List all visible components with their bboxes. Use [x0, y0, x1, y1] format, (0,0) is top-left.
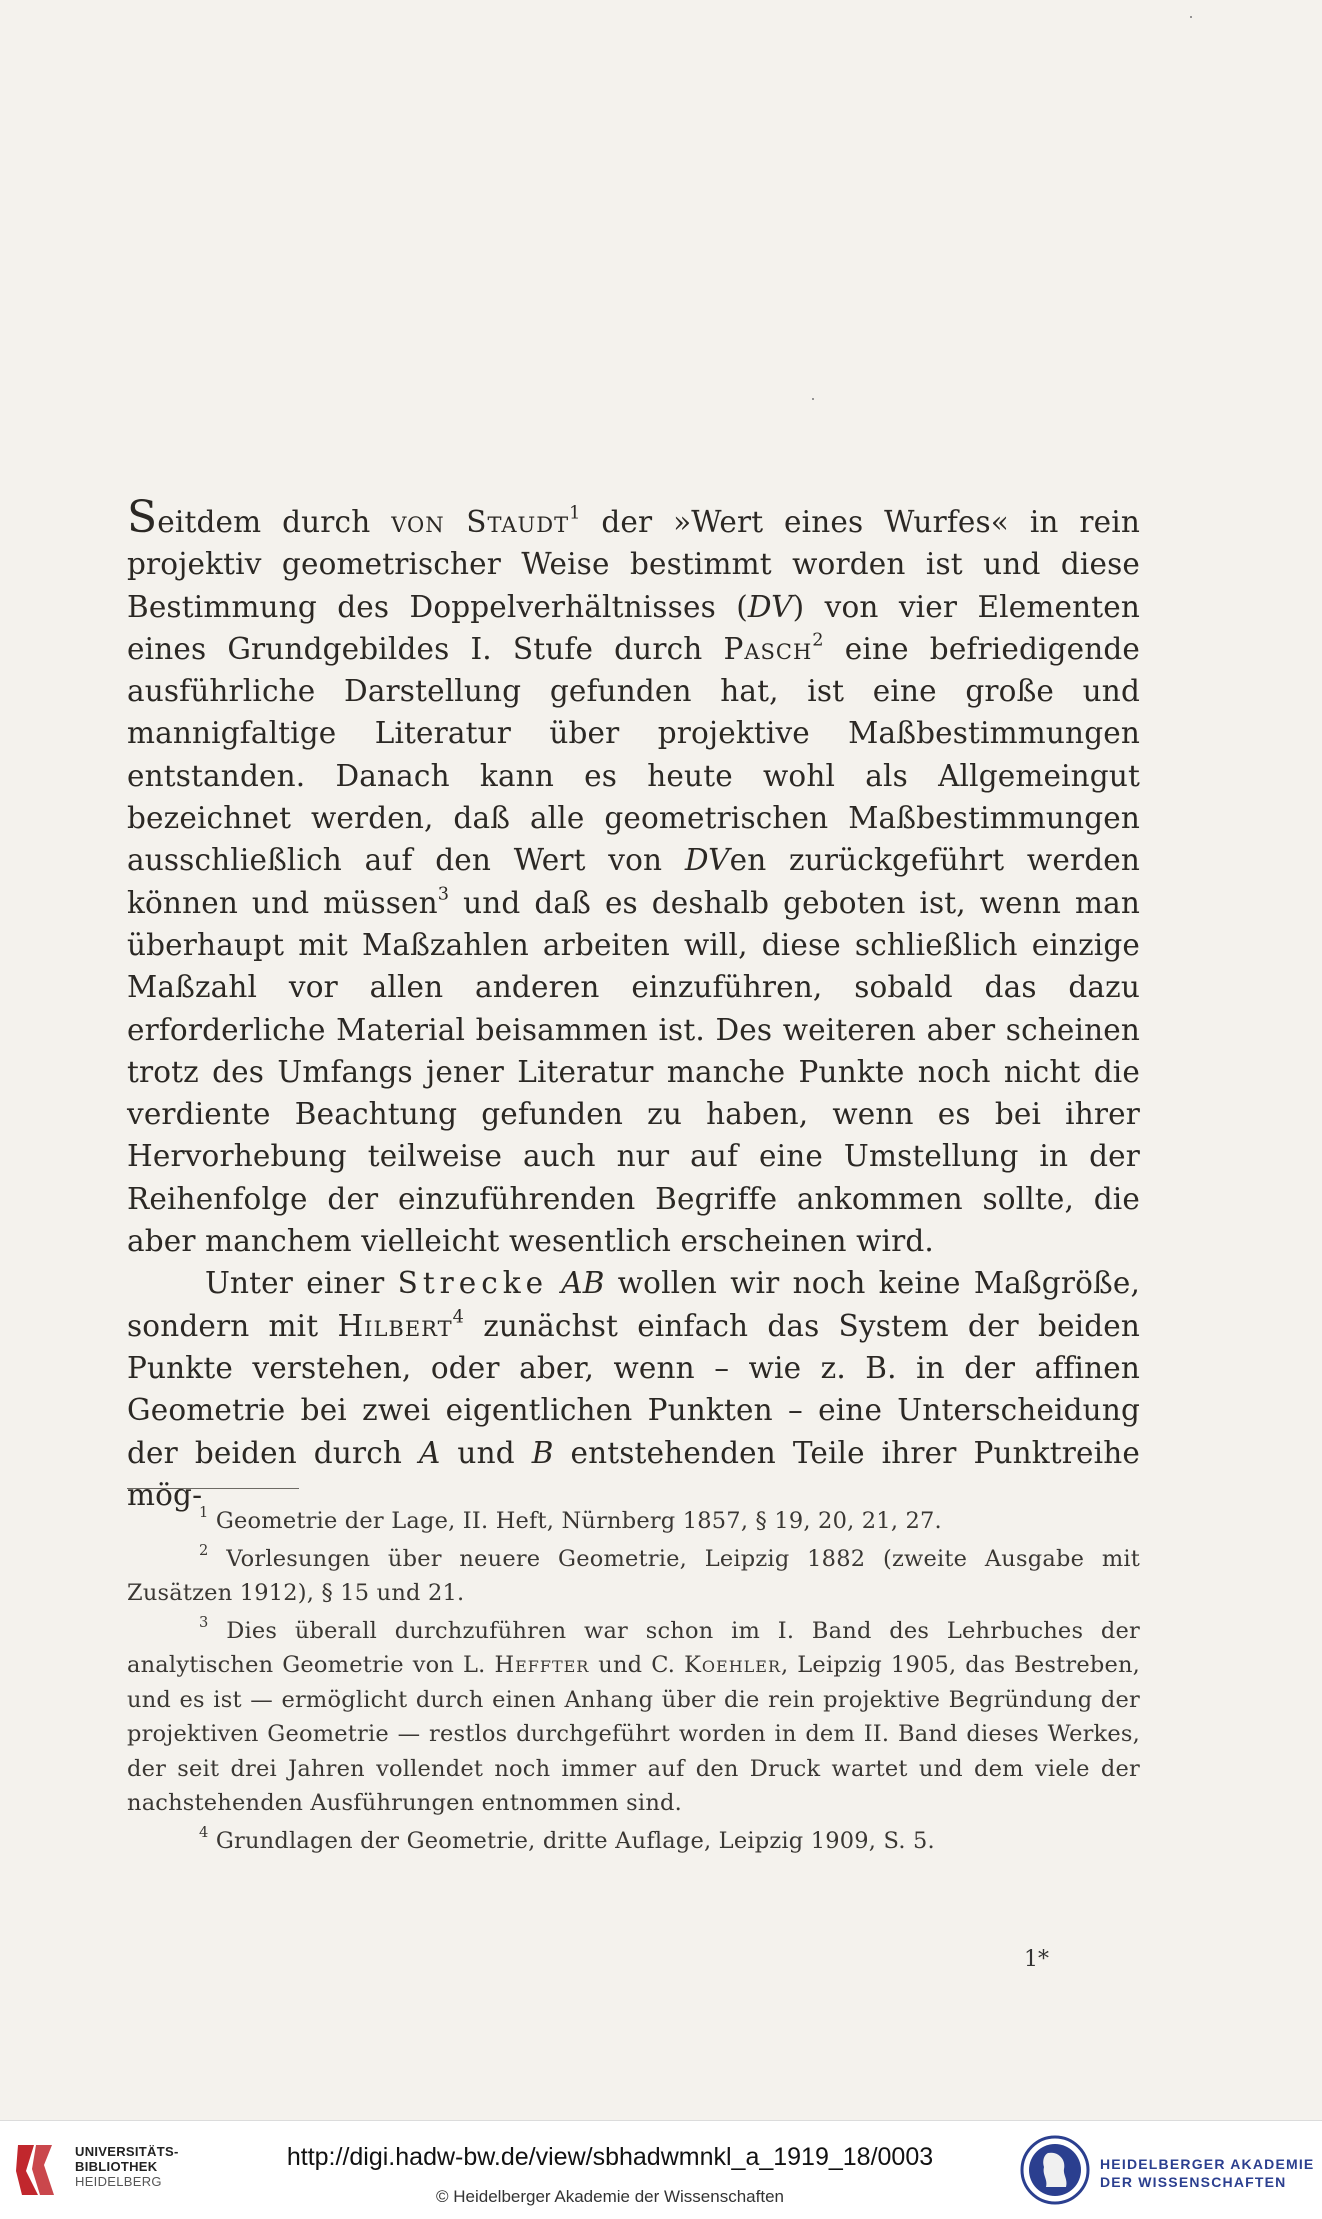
- text-run: entstehenden Teile ihrer Punktreihe mög-: [127, 1435, 1141, 1512]
- spaced-term: Strecke: [397, 1266, 549, 1301]
- text-run: en zurückgeführt werden können und müssen: [127, 843, 1140, 920]
- copyright-notice: © Heidelberger Akademie der Wissenschaften: [436, 2187, 784, 2206]
- math-term: B: [531, 1435, 554, 1470]
- paragraph-2: [127, 1262, 1140, 1516]
- footnote-number: 2: [199, 1541, 209, 1559]
- footnote-ref: 4: [452, 1307, 465, 1328]
- footnote-text: , Leipzig 1905, das Bestreben, und es ist — ermöglicht durch einen Anhang über die rein projektive Begründung der projektiven Geometrie — restlos durchgeführt worden in dem II. Band dieses Werkes, der seit drei Jahren vollendet noch immer auf den Druck wartet und dem viele der nachstehenden Ausführungen entnommen sind.: [127, 1652, 1141, 1816]
- author-name: Hilbert: [337, 1308, 453, 1343]
- math-term: A: [419, 1435, 441, 1470]
- viewer-footer: [0, 2120, 1322, 2219]
- text-run: und daß es deshalb geboten ist, wenn man überhaupt mit Maßzahlen arbeiten will, diese schließlich einzige Maßzahl vor allen anderen einzuführen, sobald das dazu erforderliche Material beisammen ist. Des weiteren aber scheinen trotz des Umfangs jener Literatur manche Punkte noch nicht die verdiente Beachtung gefunden zu haben, wenn es bei ihrer Hervorhebung teilweise auch nur auf eine Umstellung in der Reihenfolge der einzuführenden Begriffe ankommen sollte, die aber manchem vielleicht wesentlich erscheinen wird.: [127, 885, 1140, 1259]
- scan-speck: [1190, 16, 1192, 18]
- footnote-ref: 2: [812, 630, 824, 651]
- university-library-logo-icon: [14, 2141, 56, 2199]
- text-run: ) von vier Elementen eines Grundgebildes I. Stufe durch: [127, 589, 1140, 666]
- footnote-text: Geometrie der Lage, II. Heft, Nürnberg 1857, § 19, 20, 21, 27.: [215, 1508, 942, 1534]
- permalink-url[interactable]: http://digi.hadw-bw.de/view/sbhadwmnkl_a_1919_18/0003: [286, 2143, 934, 2171]
- footnote-number: 4: [199, 1823, 209, 1841]
- footnote-text: Dies überall durchzuführen war schon im I. Band des Lehrbuches der analytischen Geometrie von L.: [127, 1617, 1140, 1678]
- math-term: DV: [684, 843, 730, 878]
- library-name: [75, 2144, 179, 2189]
- library-name-line: BIBLIOTHEK: [75, 2159, 158, 2174]
- text-run: Unter einer: [205, 1266, 398, 1301]
- footnote-ref: 3: [437, 884, 450, 905]
- library-name-line: HEIDELBERG: [75, 2174, 162, 2189]
- math-term: DV: [747, 589, 793, 624]
- text-run: eitdem durch: [157, 505, 392, 539]
- academy-name-line: DER WISSENSCHAFTEN: [1100, 2174, 1287, 2190]
- footnote-number: 1: [199, 1504, 209, 1522]
- drop-cap: S: [127, 492, 158, 543]
- footnote-3: [127, 1614, 1140, 1821]
- footnote-text: und C.: [589, 1652, 685, 1678]
- text-run: der »Wert eines Wurfes« in rein projektiv geometrischer Weise bestimmt worden ist und diese Bestimmung des Doppelverhältnisses (: [127, 505, 1141, 624]
- footnote-separator: [127, 1488, 299, 1489]
- footnote-text: Vorlesungen über neuere Geometrie, Leipzig 1882 (zweite Ausgabe mit Zusätzen 1912), § 15 und 21.: [127, 1545, 1140, 1606]
- author-name: Heffter: [494, 1652, 590, 1678]
- paragraph-1: [127, 492, 1141, 1262]
- footnote-2: [127, 1542, 1140, 1611]
- academy-name: [1100, 2155, 1314, 2191]
- author-name: Koehler: [684, 1652, 782, 1678]
- text-run: und: [440, 1435, 532, 1470]
- footnote-ref: 1: [569, 503, 581, 524]
- text-run: eine befriedigende ausführliche Darstellung gefunden hat, ist eine große und mannigfaltige Literatur über projektive Maßbestimmungen entstanden. Danach kann es heute wohl als Allgemeingut bezeichnet werden, daß alle geometrischen Maßbestimmungen ausschließlich auf den Wert von: [127, 631, 1140, 878]
- footnote-text: Grundlagen der Geometrie, dritte Auflage, Leipzig 1909, S. 5.: [215, 1827, 935, 1854]
- footnotes: [127, 1504, 1140, 1861]
- math-term: AB: [561, 1266, 605, 1301]
- footnote-number: 3: [199, 1613, 209, 1631]
- scan-speck: [812, 398, 814, 400]
- text-run: wollen wir noch keine Maßgröße, sondern mit: [127, 1266, 1140, 1343]
- library-name-line: UNIVERSITÄTS-: [75, 2144, 179, 2159]
- academy-name-line: HEIDELBERGER AKADEMIE: [1100, 2156, 1315, 2172]
- text-run: [548, 1266, 561, 1300]
- academy-seal-icon: [1020, 2135, 1090, 2205]
- footnote-4: [127, 1824, 1140, 1859]
- author-name: von Staudt: [391, 505, 570, 539]
- author-name: Pasch: [723, 631, 813, 666]
- main-text: [127, 492, 1141, 1516]
- page-signature: 1*: [1024, 1947, 1049, 1972]
- footnote-1: [127, 1504, 1140, 1539]
- text-run: zunächst einfach das System der beiden Punkte verstehen, oder aber, wenn – wie z. B. in der affinen Geometrie bei zwei eigentlichen Punkten – eine Unterscheidung der beiden durch: [127, 1308, 1140, 1470]
